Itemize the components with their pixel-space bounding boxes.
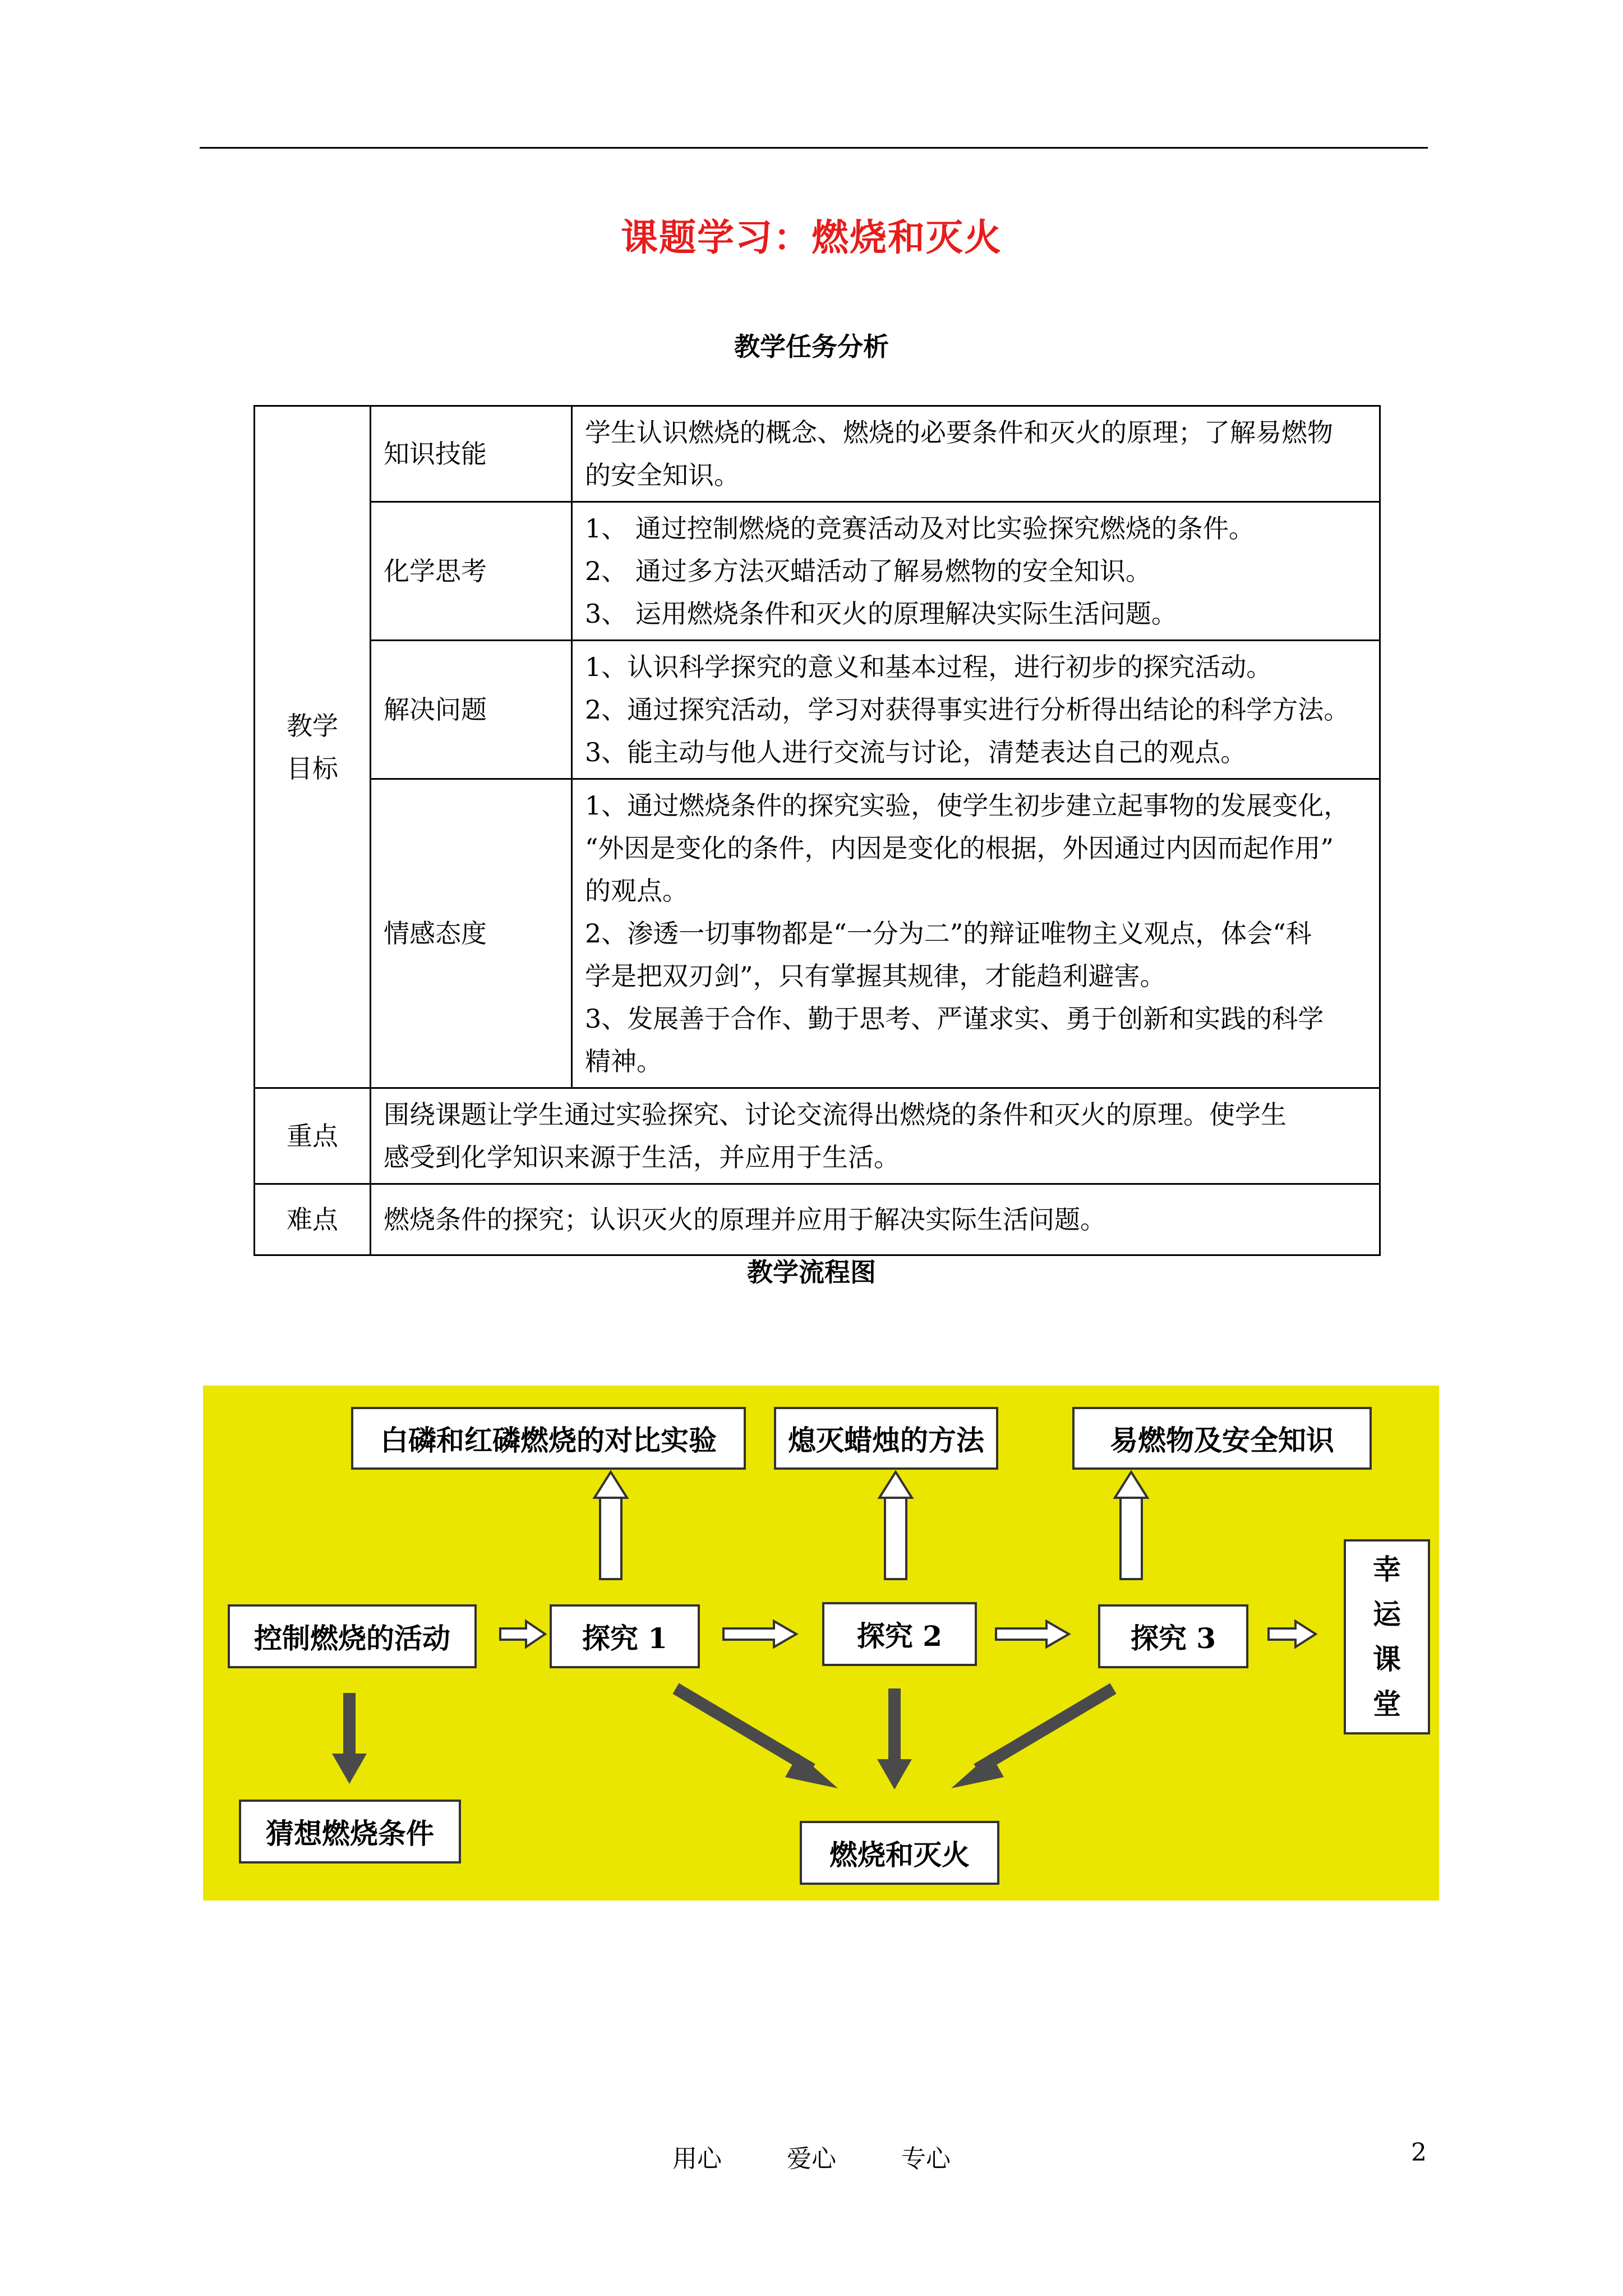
flow-box-explore-1: 探究 1 [550, 1604, 700, 1668]
flow-box-extinguish-candle: 熄灭蜡烛的方法 [774, 1407, 998, 1470]
category-cell: 解决问题 [371, 641, 572, 779]
hollow-up-arrow [879, 1472, 912, 1498]
content-cell: 1、 通过控制燃烧的竞赛活动及对比实验探究燃烧的条件。 2、 通过多方法灭蜡活动了解易燃物的安全知识。 3、 运用燃烧条件和灭火的原理解决实际生活问题。 [572, 502, 1380, 641]
flow-box-phosphorus-experiment: 白磷和红磷燃烧的对比实验 [351, 1407, 746, 1470]
hollow-right-arrow [723, 1621, 796, 1647]
category-cell: 知识技能 [371, 406, 572, 502]
content-cell: 1、认识科学探究的意义和基本过程，进行初步的探究活动。 2、通过探究活动，学习对获得事实进行分析得出结论的科学方法。 3、能主动与他人进行交流与讨论，清楚表达自己的观点。 [572, 641, 1380, 779]
key-point-content: 围绕课题让学生通过实验探究、讨论交流得出燃烧的条件和灭火的原理。使学生 感受到化学知识来源于生活，并应用于生活。 [371, 1088, 1380, 1184]
solid-diagonal-arrow [676, 1688, 812, 1769]
content-cell: 1、通过燃烧条件的探究实验，使学生初步建立起事物的发展变化， “外因是变化的条件，内因是变化的根据，外因通过内因而起作用” 的观点。 2、渗透一切事物都是“一分为二”的辩证唯物主义观点，体会“科 学是把双刃剑”，只有掌握其规律，才能趋利避害。 3、发展善于合作、勤于思考、严谨求实、勇于创新和实践的科学 精神。 [572, 779, 1380, 1088]
page-number: 2 [1411, 2138, 1427, 2167]
page-title: 课题学习：燃烧和灭火 [621, 215, 1002, 259]
hollow-up-arrow [1115, 1472, 1147, 1498]
flow-box-explore-2: 探究 2 [822, 1602, 977, 1666]
flow-box-combustion-extinguishing: 燃烧和灭火 [800, 1821, 999, 1885]
flow-box-guess-conditions: 猜想燃烧条件 [239, 1800, 461, 1864]
flowchart-heading: 教学流程图 [747, 1257, 876, 1287]
footer-motto: 专心 [901, 2145, 951, 2173]
hollow-up-arrow [885, 1497, 906, 1579]
task-analysis-heading: 教学任务分析 [734, 332, 889, 362]
goal-group-label: 教学 目标 [255, 406, 371, 1088]
key-point-label: 重点 [255, 1088, 371, 1184]
solid-diagonal-arrow [977, 1688, 1113, 1769]
hollow-up-arrow [600, 1497, 621, 1579]
flow-box-lucky-classroom: 幸 运 课 堂 [1344, 1539, 1430, 1734]
category-cell: 情感态度 [371, 779, 572, 1088]
hollow-right-arrow [1269, 1621, 1316, 1647]
solid-down-arrow [877, 1688, 912, 1789]
difficulty-content: 燃烧条件的探究；认识灭火的原理并应用于解决实际生活问题。 [371, 1184, 1380, 1255]
hollow-right-arrow [500, 1621, 545, 1647]
flow-box-control-combustion: 控制燃烧的活动 [228, 1604, 477, 1668]
category-cell: 化学思考 [371, 502, 572, 641]
footer-motto: 用心 [672, 2145, 722, 2173]
footer-mottos [0, 2138, 1623, 2174]
flow-box-flammables-safety: 易燃物及安全知识 [1072, 1407, 1372, 1470]
footer-motto: 爱心 [787, 2145, 836, 2173]
flow-box-explore-3: 探究 3 [1098, 1604, 1248, 1668]
hollow-up-arrow [1121, 1497, 1142, 1579]
solid-down-arrow [332, 1693, 367, 1784]
hollow-up-arrow [594, 1472, 627, 1498]
difficulty-label: 难点 [255, 1184, 371, 1255]
hollow-right-arrow [996, 1621, 1069, 1647]
content-cell: 学生认识燃烧的概念、燃烧的必要条件和灭火的原理；了解易燃物 的安全知识。 [572, 406, 1380, 502]
